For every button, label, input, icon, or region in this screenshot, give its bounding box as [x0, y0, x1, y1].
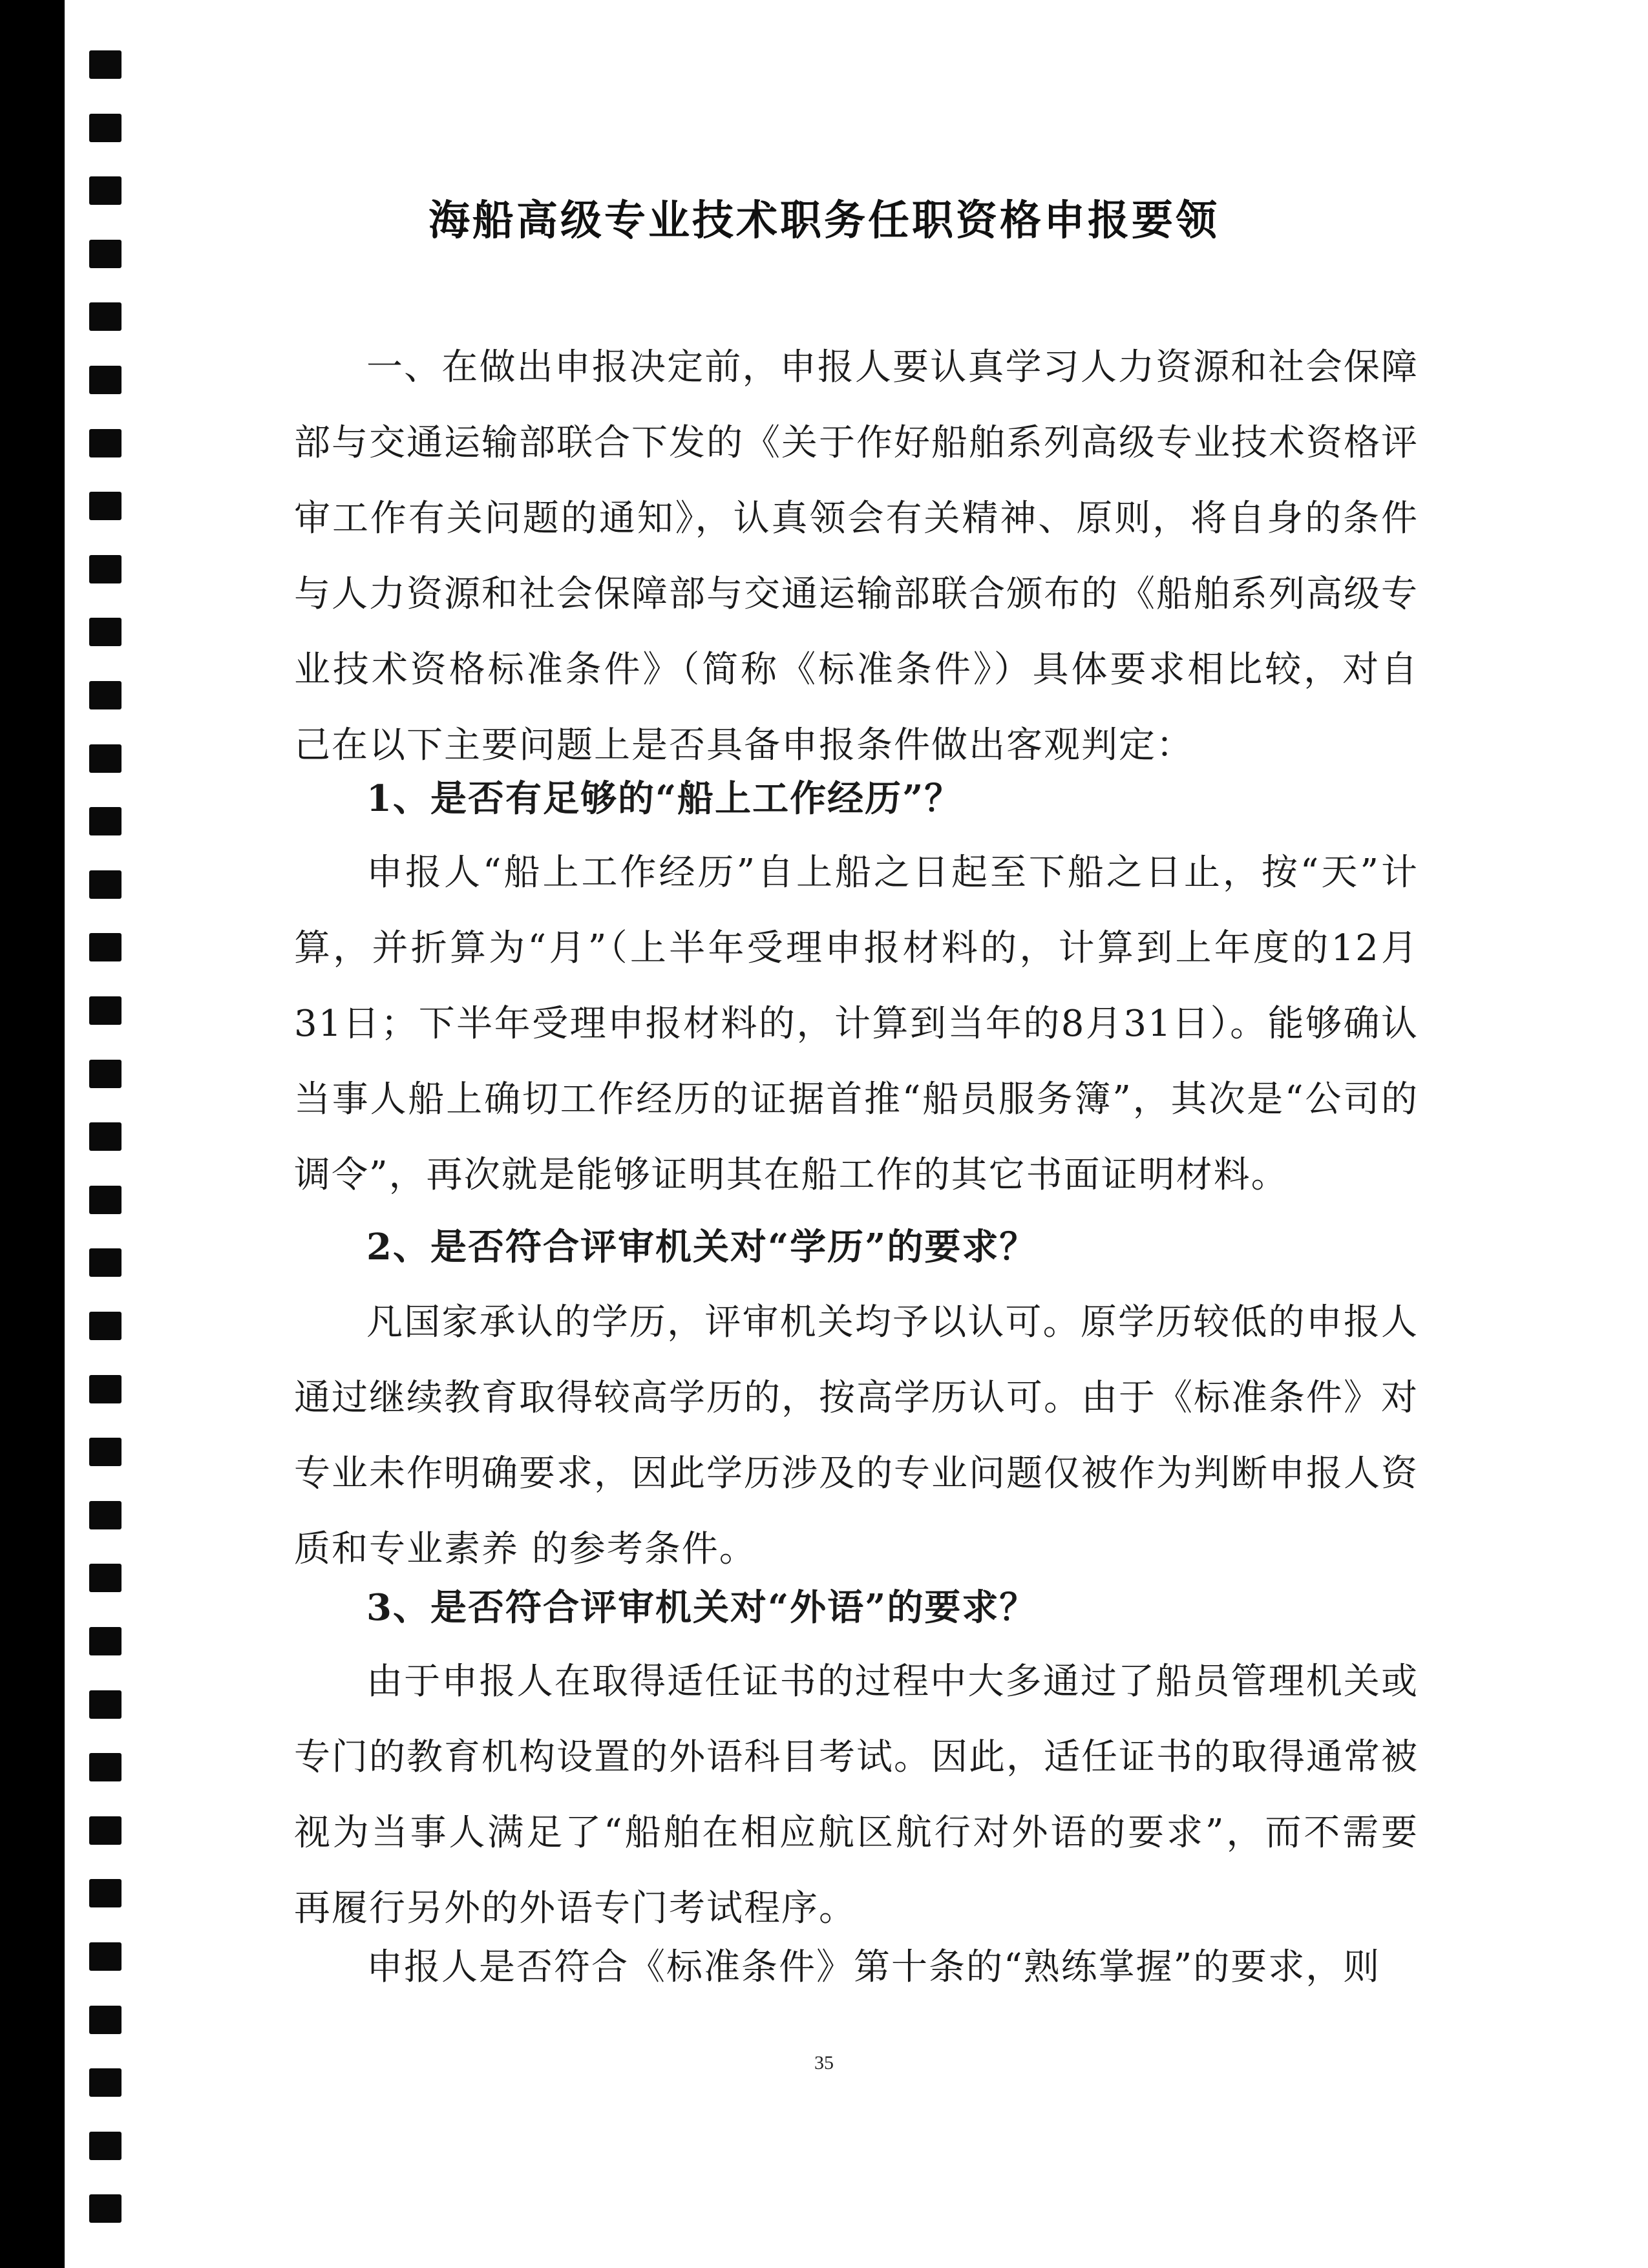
binding-hole	[89, 1879, 121, 1907]
binding-hole	[89, 2006, 121, 2034]
binding-hole	[89, 2132, 121, 2160]
binding-hole	[89, 1248, 121, 1277]
section-2-paragraph: 凡国家承认的学历，评审机关均予以认可。原学历较低的申报人通过继续教育取得较高学历的，按高学历认可。由于《标准条件》对专业未作明确要求，因此学历涉及的专业问题仅被作为判断申报人资质和专业素养 的参考条件。	[294, 1301, 1419, 1570]
binding-hole	[89, 492, 121, 520]
binding-hole	[89, 302, 121, 331]
binding-hole	[89, 1753, 121, 1781]
section-1-heading: 1、是否有足够的“船上工作经历”？	[366, 777, 962, 820]
binding-hole	[89, 1186, 121, 1214]
page-number: 35	[814, 2052, 834, 2074]
binding-hole	[89, 1060, 121, 1088]
binding-hole	[89, 1438, 121, 1466]
intro-paragraph: 一、在做出申报决定前，申报人要认真学习人力资源和社会保障部与交通运输部联合下发的《关于作好船舶系列高级专业技术资格评审工作有关问题的通知》，认真领会有关精神、原则，将自身的条件与人力资源和社会保障部与交通运输部联合颁布的《船舶系列高级专业技术资格标准条件》（简称《标准条件》）具体要求相比较，对自己在以下主要问题上是否具备申报条件做出客观判定：	[294, 346, 1419, 766]
binding-hole	[89, 114, 121, 142]
binding-hole	[89, 429, 121, 457]
binding-hole	[89, 555, 121, 583]
binding-hole	[89, 870, 121, 899]
binding-hole	[89, 2194, 121, 2223]
section-3-heading: 3、是否符合评审机关对“外语”的要求？	[366, 1586, 1037, 1629]
section-1-paragraph: 申报人“船上工作经历”自上船之日起至下船之日止，按“天”计算，并折算为“月”（上半年受理申报材料的，计算到上年度的12月31日；下半年受理申报材料的，计算到当年的8月31日）。能够确认当事人船上确切工作经历的证据首推“船员服务簿”，其次是“公司的调令”，再次就是能够证明其在船工作的其它书面证明材料。	[294, 852, 1419, 1196]
binding-hole	[89, 681, 121, 709]
binding-hole	[89, 933, 121, 961]
binding-hole	[89, 1942, 121, 1971]
document-title: 海船高级专业技术职务任职资格申报要领	[428, 196, 1220, 245]
binding-hole	[89, 1816, 121, 1845]
binding-strip	[0, 0, 65, 2268]
section-2-heading: 2、是否符合评审机关对“学历”的要求？	[366, 1226, 1037, 1268]
binding-hole	[89, 807, 121, 835]
section-3-paragraph-2: 申报人是否符合《标准条件》第十条的“熟练掌握”的要求，则	[366, 1946, 1381, 1988]
binding-hole	[89, 1312, 121, 1340]
binding-hole	[89, 1375, 121, 1403]
binding-hole	[89, 366, 121, 394]
binding-hole	[89, 744, 121, 773]
binding-hole	[89, 618, 121, 646]
binding-hole	[89, 1501, 121, 1529]
binding-hole	[89, 1564, 121, 1592]
binding-hole	[89, 50, 121, 79]
binding-hole	[89, 996, 121, 1025]
section-3-paragraph-1: 由于申报人在取得适任证书的过程中大多通过了船员管理机关或专门的教育机构设置的外语科目考试。因此，适任证书的取得通常被视为当事人满足了“船舶在相应航区航行对外语的要求”，而不需要再履行另外的外语专门考试程序。	[294, 1661, 1419, 1929]
binding-hole	[89, 1690, 121, 1719]
binding-hole	[89, 1122, 121, 1151]
binding-hole	[89, 1627, 121, 1655]
